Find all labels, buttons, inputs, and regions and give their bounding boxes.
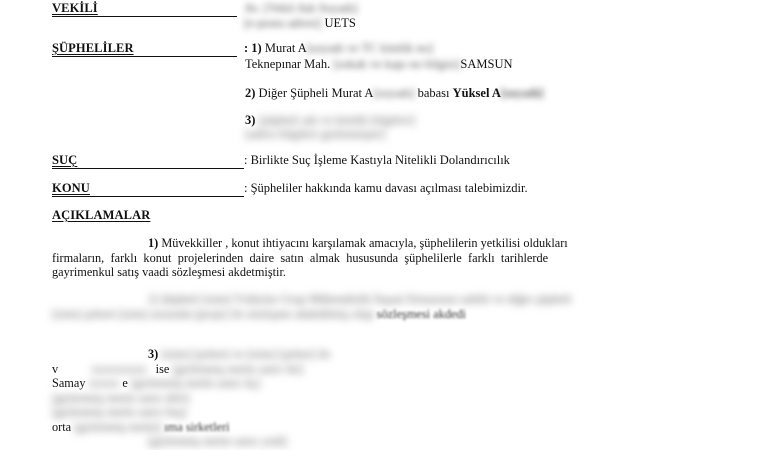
paragraph-2-redacted-2: [isim] şirketi [isim] arasında [proje] ile sözleşme akdedilmiş olup [52,306,374,321]
suspect-2-line [245,86,543,101]
paragraph-3-l6-fragment: ıma sirketleri [164,419,230,434]
konu-underline [52,196,244,197]
paragraph-3-l3-prefix: Samay [52,376,86,390]
paragraph-3-line-5: [gizlenmiş metin satırı beş] [52,405,187,419]
suspect-1-name: Murat A [264,41,307,55]
suspect-1-line [244,41,433,56]
paragraph-3-l2-redacted-a: xxxxxxxxx [91,361,147,376]
paragraph-2-number: 2) [148,292,159,306]
suspect-1-addr-redacted: [sokak ve kapı no bilgisi] [333,57,461,71]
aciklamalar-heading: AÇIKLAMALAR [52,208,151,222]
paragraph-3-number: 3) [148,347,159,361]
paragraph-2-line-1 [52,292,722,307]
paragraph-1 [52,236,722,280]
paragraph-3-l2-redacted-b: [gizlenmiş metin satırı iki] [172,361,304,376]
vekili-label: VEKİLİ [52,1,98,15]
paragraph-2-line-2 [52,307,722,322]
paragraph-3-l3-redacted-a: xxxxx [88,376,120,390]
vekili-name: Av. [Vekil Adı Soyadı] [244,1,358,15]
suspect-1-addr-prefix: Teknepınar Mah. [245,57,331,71]
paragraph-2-redacted-1: Şüpheli [isim] Yıldızlar Grup Mühendislik İnşaat firmasının sahibi ve diğer şüpheli [161,292,572,306]
suc-value: : Birlikte Suç İşleme Kastıyla Nitelikli Dolandırıcılık [244,153,510,167]
supheliler-label: ŞÜPHELİLER [52,41,134,55]
vekili-underline [52,16,237,17]
paragraph-1-line-3: gayrimenkul satış vaadi sözleşmesi akdetmiştir. [52,265,286,279]
paragraph-3-l2-prefix: v [52,361,59,376]
vekili-uets: UETS [324,16,356,30]
paragraph-3-l3-mid: e [122,376,128,390]
vekili-line2 [244,16,356,31]
suspect-3-prefix: 3) [245,113,256,127]
konu-label: KONU [52,181,90,195]
paragraph-1-line-1 [52,236,722,251]
konu-value: : Şüpheliler hakkında kamu davası açılması talebimizdir. [244,181,528,195]
paragraph-3-l6-redacted: [gizlenmiş metin] [74,419,162,434]
suspect-1-address [245,57,513,72]
suc-underline [52,168,244,169]
paragraph-1-line-2: firmaların, farklı konut projelerinden daire satın almak hususunda şüphelilerle farklı tarihlerde [52,250,549,265]
paragraph-3-line-6 [52,420,722,435]
suspect-2-redacted: [soyadı] [373,86,415,100]
paragraph-2-fragment: sözleşmesi akdedi [376,306,466,321]
vekili-email: [e-posta adresi] [244,16,322,30]
suspect-3-redacted-1: [şüpheli adı ve kimlik bilgileri] [258,113,415,127]
suspect-3-redacted-2: [adres bilgileri gizlenmiştir] [245,127,386,141]
suspect-1-prefix: : 1) [244,41,262,55]
paragraph-3-l6-prefix: orta [52,419,72,434]
suspect-2-father-redacted: [soyadı] [500,86,544,100]
supheliler-underline [52,56,237,57]
suc-label: SUÇ [52,153,78,167]
paragraph-1-number: 1) [148,236,159,250]
suspect-1-name-redacted: [soyadı ve TC kimlik no] [306,41,433,55]
paragraph-1-text-1: Müvekkiller , konut ihtiyacını karşılamak amacıyla, şüphelilerin yetkilisi oldukları [161,236,568,250]
suspect-2-father: Yüksel A [452,86,501,100]
paragraph-3-l3-redacted-b: [gizlenmiş metin satırı üç] [130,376,261,390]
paragraph-2 [52,292,722,321]
paragraph-3-redacted-1: [isim] [şirket] ve [isim] [şirket] ile [161,347,331,361]
paragraph-3-l2-mid: ise [155,361,170,376]
paragraph-3-line-1 [52,347,722,362]
paragraph-3 [52,347,722,449]
suspect-3-line [245,113,415,128]
paragraph-3-line-2 [52,362,722,377]
suspect-2-prefix: 2) [245,86,256,100]
suspect-2-mid: babası [417,86,450,100]
suspect-1-addr-city: SAMSUN [460,57,513,71]
paragraph-3-line-7: [gizlenmiş metin satırı yedi] [148,434,287,448]
paragraph-3-line-4: [gizlenmiş metin satırı dört] [52,390,190,405]
paragraph-3-line-3 [52,376,722,391]
suspect-2-text: Diğer Şüpheli Murat A [258,86,374,100]
